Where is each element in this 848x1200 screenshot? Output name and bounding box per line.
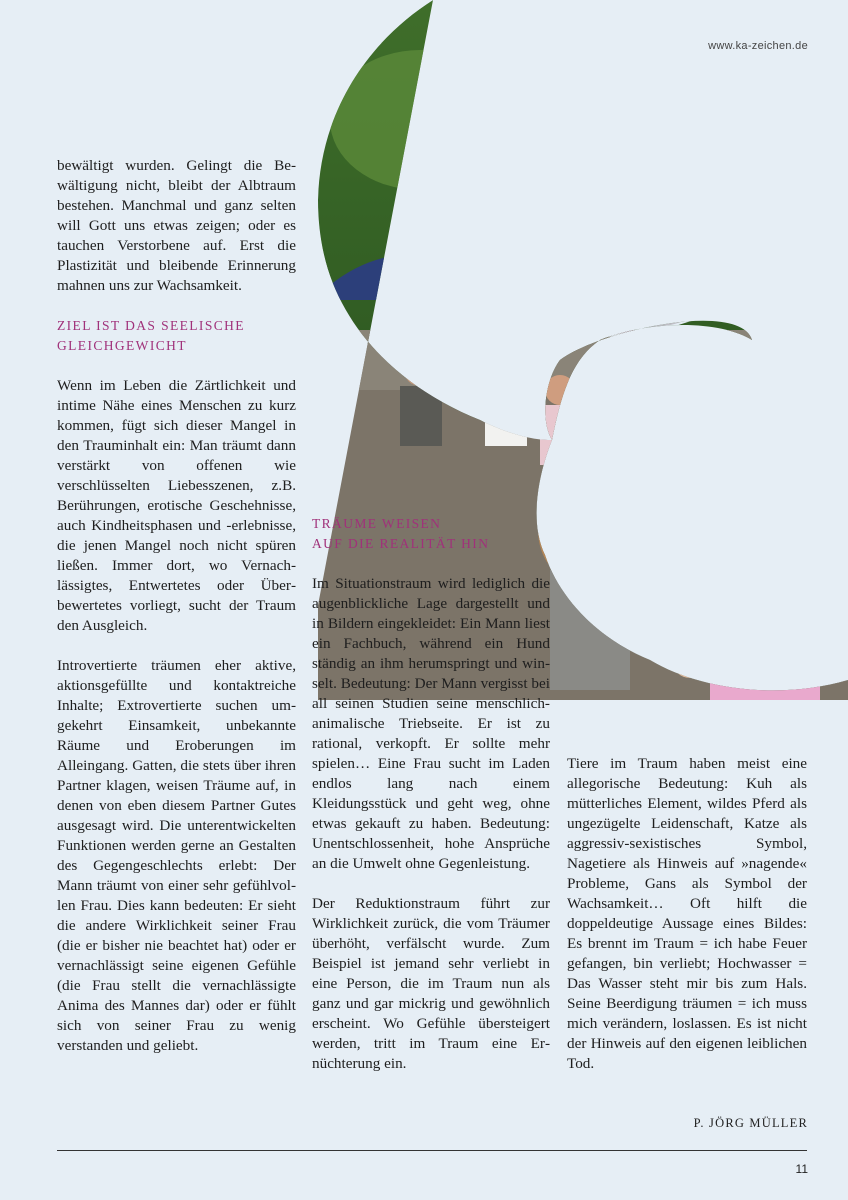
heading-line: AUF DIE REALITÄT HIN [312,536,490,551]
section-heading-seelisches-gleichgewicht [57,316,296,356]
website-url: www.ka-zeichen.de [708,40,808,52]
paragraph: Wenn im Leben die Zärtlichkeit und intime Nähe eines Menschen zu kurz kommen, fügt sich dieser Mangel in den Trauminhalt ein: Man träumt dann verstärkt von offenen wie verschlüsselten Liebesszenen, z.B. Berührungen, erotische Geschehnisse, auch Kindheitsphasen und -erlebnisse, die jenen Mangel noch nicht spüren ließen. Immer dort, wo Vernachlässigtes, Entwertetes oder Überbewertetes vorliegt, sucht der Traum den Ausgleich. [57,377,296,634]
page-number: 11 [795,1162,808,1176]
paragraph: Im Situationstraum wird lediglich die augenblickliche Lage dargestellt und in Bildern eingekleidet: Ein Mann liest ein Fachbuch, während ein Hund ständig an ihm herumspringt und winselt. Bedeutung: Der Mann vergisst bei all seinen Studien seine menschlich-animalische Triebseite. Er ist zu rational, verkopft. Er sollte mehr spielen… Eine Frau sucht im Laden endlos lang nach einem Kleidungsstück und geht weg, ohne etwas gekauft zu haben. Bedeutung: Unentschlossenheit, hohe Ansprüche an die Umwelt ohne Gegenleistung. [312,575,550,872]
author-name: P. JÖRG MÜLLER [693,1116,808,1130]
section-heading-realitaet [312,514,550,554]
heading-line: GLEICHGEWICHT [57,338,187,353]
heading-line: TRÄUME WEISEN [312,516,442,531]
paragraph: bewältigt wurden. Gelingt die Bewältigung nicht, bleibt der Albtraum bestehen. Manchmal und ganz selten will Gott uns etwas zeigen; oder es tauchen Verstorbene auf. Erst die Plastizität und bleibende Erinnerung mahnen uns zur Wachsamkeit. [57,157,296,294]
text-column-3 [567,754,807,1094]
paragraph: Der Reduktionstraum führt zur Wirklichkeit zurück, die vom Träumer überhöht, verfälscht wurde. Zum Beispiel ist jemand sehr verliebt in eine Person, die im Traum nun als ganz und gar mickrig und gewöhnlich erscheint. Wo Gefühle übersteigert werden, tritt im Traum eine Ernüchterung ein. [312,895,550,1072]
text-column-2 [312,514,550,1094]
paragraph: Introvertierte träumen eher aktive, aktionsgefüllte und kontaktreiche Inhalte; Extrovertierte suchen umgekehrt Einsamkeit, unbekannte Räume und Eroberungen im Alleingang. Gatten, die stets über ihren Partner klagen, weisen Träume auf, in denen von eben diesem Partner Gutes ausgesagt wird. Die unterentwickelten Funktionen werden gerne an Gestalten des Gegengeschlechts erlebt: Der Mann träumt von einer sehr gefühlvollen Frau. Dies kann bedeuten: Er sieht die andere Wirklichkeit seiner Frau (die er bisher nie beachtet hat) oder er vernachlässigt seine eigenen Gefühle (die Frau stellt die vernachlässigte Anima des Mannes dar) oder er fühlt sich von seiner Frau zu wenig verstanden und geliebt. [57,657,296,1054]
text-column-1 [57,156,296,1076]
paragraph: Tiere im Traum haben meist eine allegorische Bedeutung: Kuh als mütterliches Element, wildes Pferd als ungezügelte Leidenschaft, Katze als aggressiv-sexistisches Symbol, Nagetiere als Hinweis auf »nagende« Probleme, Gans als Symbol der Wachsamkeit… Oft hilft die doppeldeutige Aussage eines Bildes: Es brennt im Traum = ich habe Feuer gefangen, bin verliebt; Hochwasser = Das Wasser steht mir bis zum Hals. Seine Beerdigung träumen = ich muss mich verändern, loslassen. Es ist nicht der Hinweis auf den eigenen leiblichen Tod. [567,755,807,1072]
heading-line: ZIEL IST DAS SEELISCHE [57,318,245,333]
footer-divider [57,1150,807,1151]
